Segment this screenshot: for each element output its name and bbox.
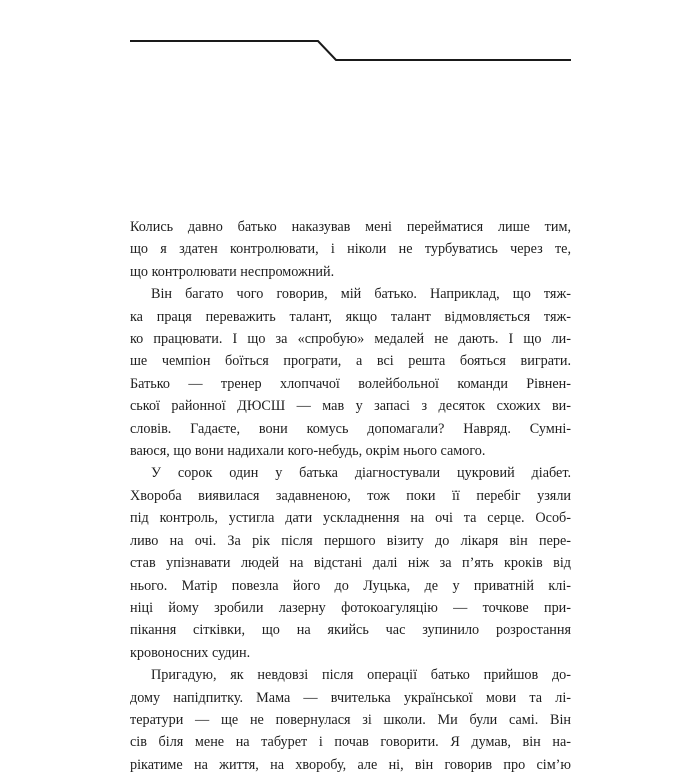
text-line: ніці йому зробили лазерну фотокоагуляцію — точкове при- <box>130 599 571 616</box>
chapter-header-rule <box>0 0 700 80</box>
text-line: що контролювати неспроможний. <box>130 263 335 280</box>
text-line: Хвороба виявилася задавненою, тож поки її перебіг узяли <box>130 487 571 504</box>
text-line: що я здатен контролювати, і ніколи не турбуватись через те, <box>130 241 571 258</box>
text-line: ваюся, що вони надихали кого-небудь, окрім нього самого. <box>130 443 486 460</box>
text-line: тератури — ще не повернулася зі школи. Ми були самі. Він <box>130 711 571 728</box>
text-line: словів. Гадаєте, вони комусь допомагали? Навряд. Сумні- <box>130 420 571 437</box>
text-line: нього. Матір повезла його до Луцька, де у приватній клі- <box>130 577 571 594</box>
text-line: Батько — тренер хлопчачої волейбольної команди Рівнен- <box>130 375 571 392</box>
text-line: Колись давно батько наказував мені перейматися лише тим, <box>130 219 571 235</box>
text-line: дому напідпитку. Мама — вчителька української мови та лі- <box>130 689 571 706</box>
text-line: під контроль, устигла дати ускладнення на очі та серце. Особ- <box>130 510 571 527</box>
text-line: кровоносних судин. <box>130 644 251 661</box>
text-line: рікатиме на життя, на хворобу, але ні, він говорив про сім’ю <box>130 756 571 773</box>
text-line: ської районної ДЮСШ — мав у запасі з десяток схожих ви- <box>130 398 571 415</box>
text-line: ше чемпіон боїться програти, а всі решта бояться виграти. <box>130 353 571 370</box>
text-line: став упізнавати людей на відстані далі ніж за п’ять кроків від <box>130 555 571 572</box>
text-line: Він багато чого говорив, мій батько. Наприклад, що тяж- <box>151 286 571 303</box>
text-line: пікання сітківки, що на якийсь час зупинило розростання <box>130 622 571 639</box>
page-text <box>130 216 571 776</box>
text-line: ко працювати. І що за «спробую» медалей не дають. І що ли- <box>130 331 571 348</box>
text-line: ливо на очі. За рік після першого візиту до лікаря він пере- <box>130 532 571 549</box>
text-line: сів біля мене на табурет і почав говорити. Я думав, він на- <box>130 734 571 751</box>
text-line: Пригадую, як невдовзі після операції батько прийшов до- <box>151 667 571 684</box>
text-line: ка праця переважить талант, якщо талант відмовляється тяж- <box>130 308 571 325</box>
text-line: У сорок один у батька діагностували цукровий діабет. <box>151 465 571 482</box>
